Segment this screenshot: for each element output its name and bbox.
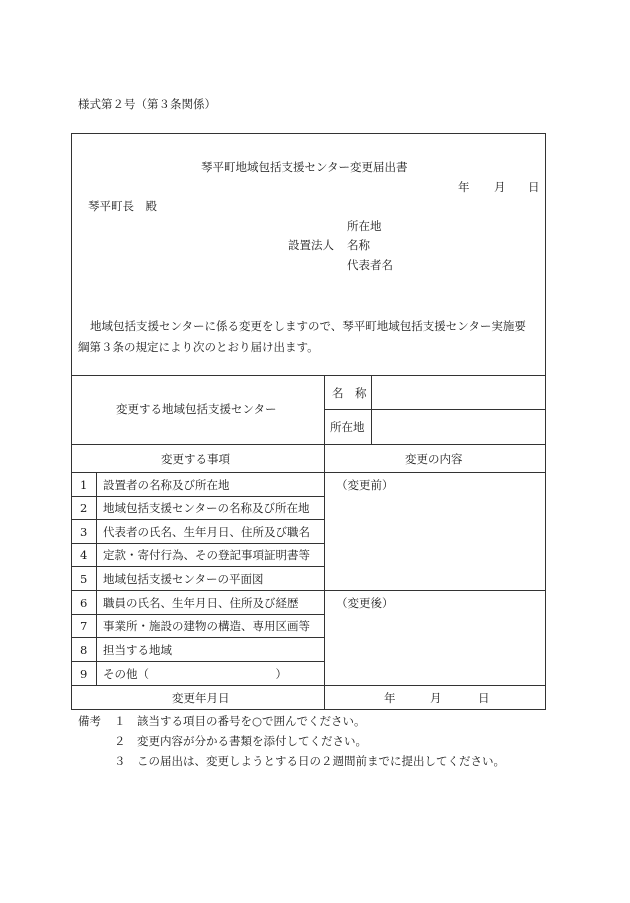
center-address-label: 所在地 [330,420,365,434]
rule-header-bottom [71,472,546,473]
rule-row-6 [71,614,324,615]
date-day[interactable]: 日 [528,180,540,194]
rule-row-9 [71,685,546,686]
applicant-name-label: 名称 [347,238,370,252]
change-date-month[interactable]: 月 [430,691,442,705]
item-number[interactable]: 7 [80,619,88,633]
item-text: 事業所・施設の建物の構造、専用区画等 [103,619,310,633]
item-number[interactable]: 1 [80,478,88,492]
note-number: ２ [114,734,126,748]
item-number[interactable]: 6 [80,596,88,610]
applicant-representative-label: 代表者名 [347,258,393,272]
note-number: １ [114,714,126,728]
item-text: 担当する地域 [103,643,172,657]
item-text: 定款・寄付行為、その登記事項証明書等 [103,548,310,562]
item-number[interactable]: 4 [80,548,88,562]
rule-row-3 [71,543,324,544]
after-label: （変更後） [336,596,394,610]
rule-row-5 [71,590,546,591]
rule-row-8 [71,661,324,662]
note-text: この届出は、変更しようとする日の２週間前までに提出してください。 [137,754,505,768]
item-number[interactable]: 5 [80,572,88,586]
center-name-field[interactable] [372,376,545,409]
rule-row-1 [71,496,324,497]
addressee: 琴平町長 殿 [88,199,157,213]
rule-number-column [96,472,97,685]
date-year[interactable]: 年 [458,180,470,194]
change-date-day[interactable]: 日 [478,691,490,705]
body-text-line1: 地域包括支援センターに係る変更をしますので、琴平町地域包括支援センター実施要 [90,319,526,333]
body-text-line2: 綱第３条の規定により次のとおり届け出ます。 [78,340,319,354]
item-text: 職員の氏名、生年月日、住所及び経歴 [103,596,299,610]
date-month[interactable]: 月 [494,180,506,194]
item-text: 代表者の氏名、生年月日、住所及び職名 [103,525,310,539]
form-title: 琴平町地域包括支援センター変更届出書 [201,160,408,174]
rule-row-4 [71,566,324,567]
notes-label: 備考 [78,714,101,728]
item-number[interactable]: 2 [80,501,88,515]
center-address-field[interactable] [372,410,545,444]
item-text: その他（ ） [103,667,287,681]
item-number[interactable]: 3 [80,525,88,539]
center-name-label: 名 称 [332,386,367,400]
rule-header-top [71,444,546,445]
change-date-year[interactable]: 年 [384,691,396,705]
after-content-field[interactable] [326,612,544,684]
header-content: 変更の内容 [405,452,463,466]
change-date-label: 変更年月日 [172,691,230,705]
form-label: 様式第２号（第３条関係） [78,97,216,111]
note-number: ３ [114,754,126,768]
applicant-label: 設置法人 [288,238,334,252]
item-number[interactable]: 9 [80,667,88,681]
item-number[interactable]: 8 [80,643,88,657]
note-text: 変更内容が分かる書類を添付してください。 [137,734,367,748]
note-text: 該当する項目の番号を○で囲んでください。 [137,714,366,728]
applicant-address-label: 所在地 [347,219,382,233]
center-section-label: 変更する地域包括支援センター [116,402,277,416]
rule-center-divider [324,375,325,710]
before-label: （変更前） [336,478,394,492]
rule-row-2 [71,519,324,520]
rule-row-7 [71,637,324,638]
item-text: 地域包括支援センターの平面図 [103,572,264,586]
item-text: 地域包括支援センターの名称及び所在地 [103,501,310,515]
before-content-field[interactable] [326,494,544,589]
header-items: 変更する事項 [161,452,230,466]
item-text: 設置者の名称及び所在地 [103,478,230,492]
